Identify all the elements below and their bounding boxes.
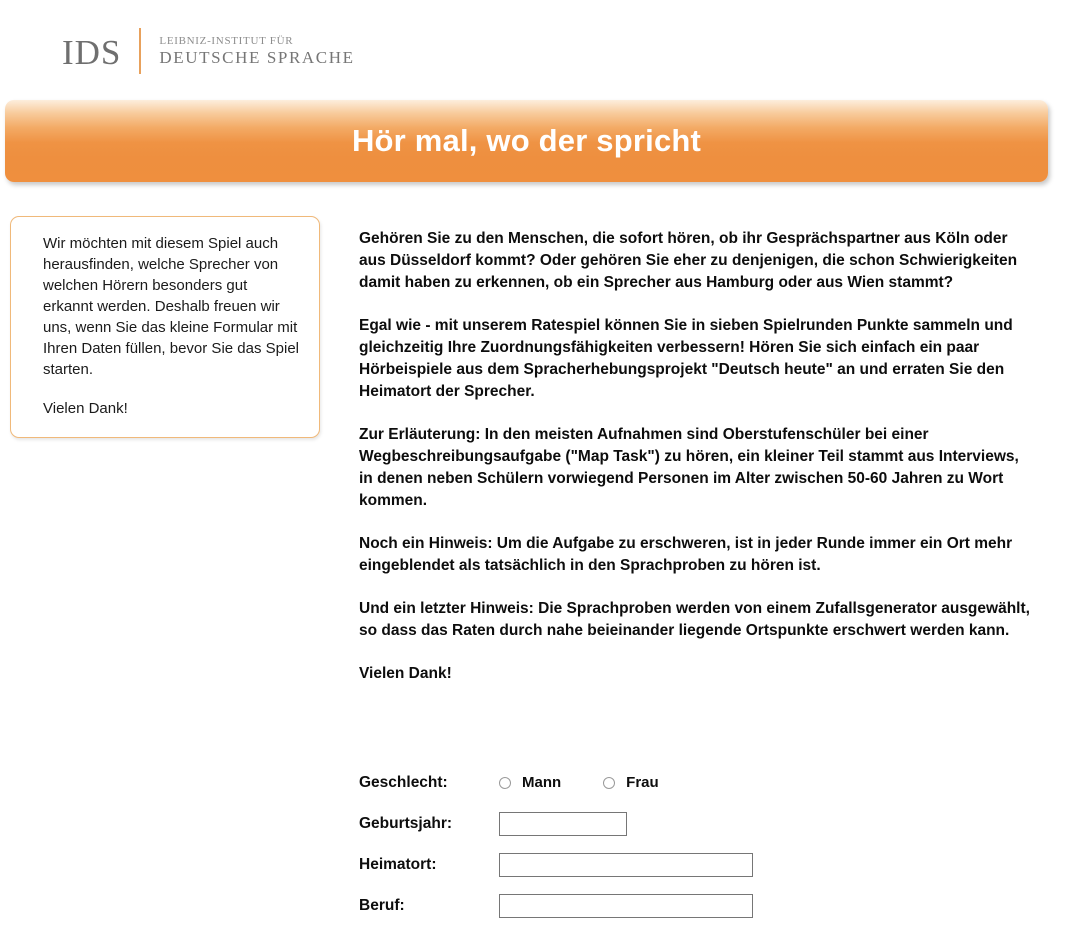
page-title: Hör mal, wo der spricht: [351, 123, 702, 158]
logo-institute-line: LEIBNIZ-INSTITUT FÜR: [159, 34, 294, 47]
radio-option-mann[interactable]: [499, 774, 561, 791]
gameplay-paragraph: Egal wie - mit unserem Ratespiel können Sie in sieben Spielrunden Punkte sammeln und gleichzeitig Ihre Zuordnungsfähigkeiten verbessern! Hören Sie sich einfach ein paar Hörbeispiele aus dem Spracherhebungsprojekt "Deutsch heute" an und erraten Sie den Heimatort der Sprecher.: [359, 317, 1013, 400]
page-banner: [5, 100, 1048, 182]
logo-acronym: IDS: [62, 32, 122, 72]
radio-option-frau[interactable]: [603, 774, 659, 791]
gender-label: Geschlecht:: [359, 773, 448, 791]
thanks-paragraph: Vielen Dank!: [359, 665, 452, 682]
hometown-label: Heimatort:: [359, 855, 437, 873]
note-paragraph: Wir möchten mit diesem Spiel auch herausfinden, welche Sprecher von welchen Hörern besonders gut erkannt werden. Deshalb freuen wir uns, wenn Sie das kleine Formular mit Ihren Daten füllen, bevor Sie das Spiel starten.: [43, 235, 299, 378]
site-logo: [0, 0, 1087, 100]
occupation-label: Beruf:: [359, 896, 405, 914]
note-thanks: Vielen Dank!: [43, 400, 128, 417]
form-row-hometown: [359, 844, 1059, 885]
participant-form: [359, 762, 1059, 926]
radio-label-frau: Frau: [626, 774, 659, 791]
explanation-paragraph: Zur Erläuterung: In den meisten Aufnahmen sind Oberstufenschüler bei einer Wegbeschreibungsaufgabe ("Map Task") zu hören, ein kleiner Teil stammt aus Interviews, in denen neben Schülern vorwiegend Personen im Alter zwischen 50-60 Jahren zu Wort kommen.: [359, 426, 1019, 509]
hint-paragraph: Noch ein Hinweis: Um die Aufgabe zu erschweren, ist in jeder Runde immer ein Ort mehr eingeblendet als tatsächlich in den Sprachproben zu hören ist.: [359, 535, 1013, 574]
logo-name-line: DEUTSCHE SPRACHE: [159, 47, 355, 67]
radio-icon[interactable]: [499, 777, 511, 789]
form-row-gender: [359, 762, 1059, 803]
gender-radio-group: [499, 774, 701, 791]
intro-paragraph: Gehören Sie zu den Menschen, die sofort hören, ob ihr Gesprächspartner aus Köln oder aus Düsseldorf kommt? Oder gehören Sie eher zu denjenigen, die schon Schwierigkeiten damit haben zu erkennen, ob ein Sprecher aus Hamburg oder aus Wien stammt?: [359, 230, 1018, 291]
birthyear-input[interactable]: [499, 812, 627, 836]
radio-label-mann: Mann: [522, 774, 562, 791]
sidebar-note-box: [10, 216, 320, 438]
logo-wordmark: [141, 35, 354, 68]
final-hint-paragraph: Und ein letzter Hinweis: Die Sprachproben werden von einem Zufallsgenerator ausgewählt, so dass das Raten durch nahe beieinander liegende Ortspunkte erschwert werden kann.: [359, 600, 1030, 639]
occupation-input[interactable]: [499, 894, 753, 918]
hometown-input[interactable]: [499, 853, 753, 877]
birthyear-label: Geburtsjahr:: [359, 814, 453, 832]
radio-icon[interactable]: [603, 777, 615, 789]
main-content: [359, 228, 1035, 705]
logo-lockup: [62, 28, 355, 74]
form-row-birthyear: [359, 803, 1059, 844]
